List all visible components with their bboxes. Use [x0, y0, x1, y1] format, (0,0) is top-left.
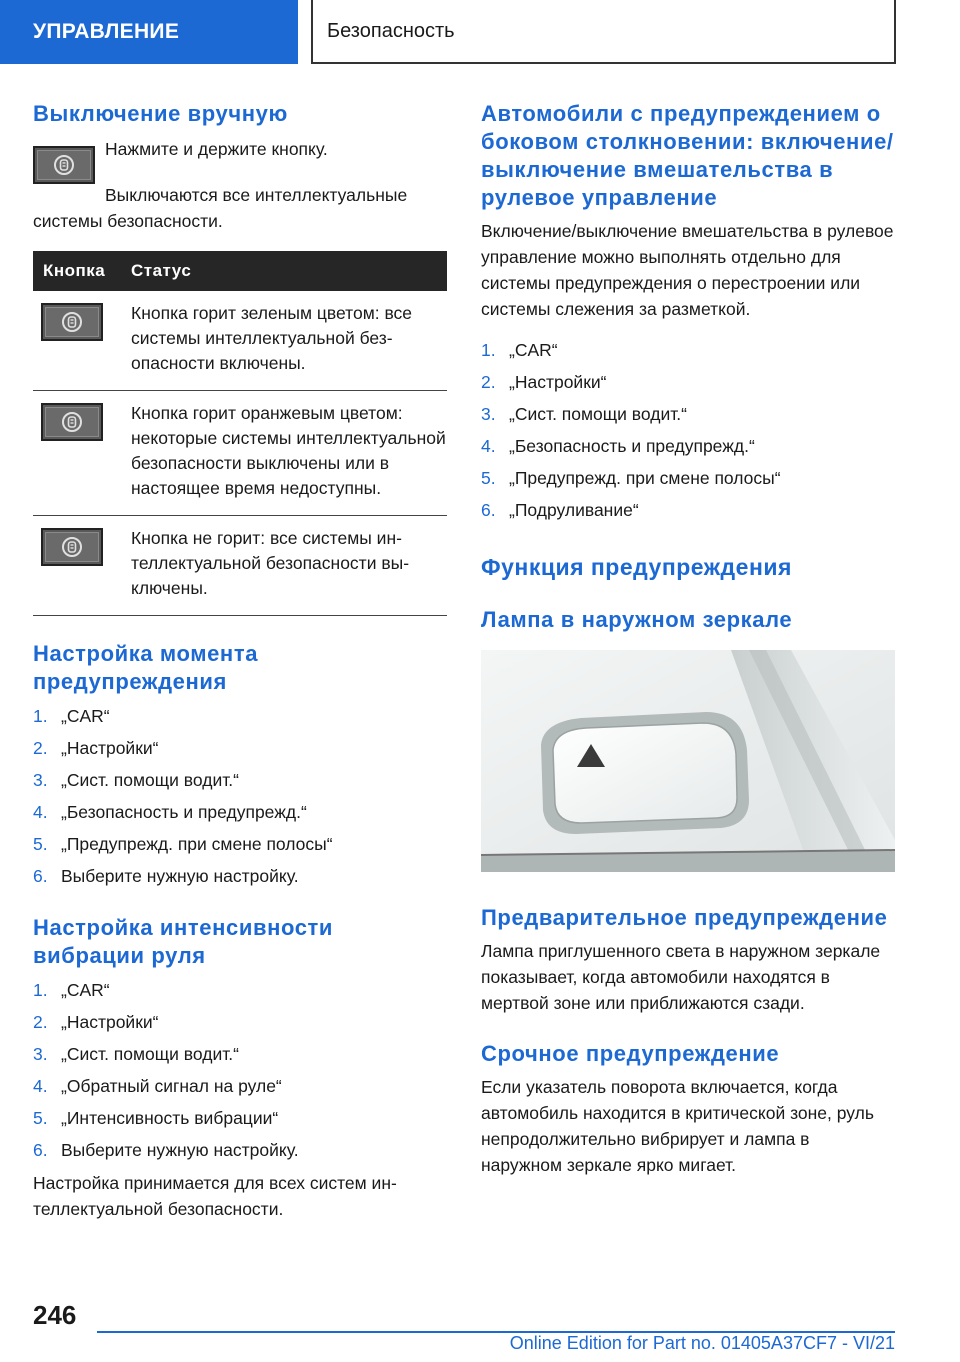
warning-function-heading: Функция предупреждения — [481, 554, 792, 580]
edition-link[interactable]: Online Edition for Part no. 01405A37CF7 - VI/21 — [509, 1333, 895, 1353]
list-item: 6. Выберите нужную настройку. — [33, 866, 299, 886]
page-header — [311, 0, 896, 64]
safety-button-icon — [41, 528, 103, 566]
table-row — [33, 291, 447, 391]
right-column — [481, 100, 895, 1178]
list-item: 1. „CAR“ — [481, 340, 558, 360]
list-item: 1. „CAR“ — [33, 706, 110, 726]
pre-warning-heading: Предварительное предупреждение — [481, 905, 888, 930]
vibration-note: Настройка принимается для всех систем интеллектуальной безопасности. — [33, 1173, 397, 1219]
section-tab — [0, 0, 298, 64]
page-number: 246 — [33, 1300, 77, 1330]
safety-button-icon — [41, 403, 103, 441]
list-item: 4. „Безопасность и предупрежд.“ — [481, 436, 755, 456]
list-item: 3. „Сист. помощи водит.“ — [33, 1044, 239, 1064]
list-item: 2. „Настройки“ — [33, 1012, 159, 1032]
list-item: 4. „Безопасность и предупрежд.“ — [33, 802, 307, 822]
manual-off-line2: Выключаются все интеллектуальные системы безопасности. — [33, 185, 408, 231]
pre-warning-body: Лампа приглушенного света в наружном зеркале показывает, когда автомобили находятся в мертвой зоне или приближаются сзади. — [481, 941, 881, 1013]
status-text: Кнопка не горит: все системы интеллектуальной безопасности выключены. — [131, 528, 410, 598]
list-item: 4. „Обратный сигнал на руле“ — [33, 1076, 282, 1096]
table-header-status: Статус — [131, 251, 447, 291]
list-item: 2. „Настройки“ — [33, 738, 159, 758]
steering-body: Включение/выключение вмешательства в рулевое управление можно выполнять отдельно для системы предупреждения о перестроении или системы слежения за разметкой. — [481, 221, 894, 319]
urgent-warning-body: Если указатель поворота включается, когда автомобиль находится в критической зоне, руль непродолжительно вибрирует и лампа в наружном зеркале ярко мигает. — [481, 1077, 874, 1175]
table-row — [33, 516, 447, 616]
list-item: 5. „Предупрежд. при смене полосы“ — [33, 834, 333, 854]
list-item: 1. „CAR“ — [33, 980, 110, 1000]
left-column — [33, 100, 447, 1222]
list-item: 2. „Настройки“ — [481, 372, 607, 392]
safety-button-icon — [41, 303, 103, 341]
manual-off-line1: Нажмите и держите кнопку. — [105, 139, 328, 159]
page-title: Безопасность — [327, 19, 455, 42]
table-header-button: Кнопка — [33, 251, 131, 291]
list-item: 6. „Подруливание“ — [481, 500, 639, 520]
warning-time-heading: Настройка момента предупреждения — [33, 641, 259, 694]
list-item: 3. „Сист. помощи водит.“ — [33, 770, 239, 790]
status-text: Кнопка горит зеленым цветом: все системы интеллектуальной безопасности включены. — [131, 303, 413, 373]
steering-heading: Автомобили с предупреждением о боковом столкновении: включение/выключение вмешательства в рулевое управление — [481, 101, 894, 210]
warning-time-steps — [33, 700, 447, 892]
vibration-steps — [33, 974, 447, 1166]
urgent-warning-heading: Срочное предупреждение — [481, 1041, 780, 1066]
safety-button-icon — [33, 146, 95, 184]
list-item: 5. „Интенсивность вибрации“ — [33, 1108, 279, 1128]
mirror-lamp-heading: Лампа в наружном зеркале — [481, 607, 793, 632]
manual-off-block — [33, 132, 447, 184]
section-title: УПРАВЛЕНИЕ — [33, 20, 180, 43]
mirror-illustration — [481, 650, 895, 872]
list-item: 5. „Предупрежд. при смене полосы“ — [481, 468, 781, 488]
vibration-heading: Настройка интенсивности вибрации руля — [33, 915, 334, 968]
steering-steps — [481, 334, 895, 526]
list-item: 6. Выберите нужную настройку. — [33, 1140, 299, 1160]
table-row — [33, 391, 447, 516]
manual-off-heading: Выключение вручную — [33, 101, 288, 126]
status-text: Кнопка горит оранжевым цветом: некоторые системы интеллектуальной безопасности выключены или в настоящее время недоступны. — [131, 403, 446, 498]
list-item: 3. „Сист. помощи водит.“ — [481, 404, 687, 424]
status-table — [33, 251, 447, 616]
